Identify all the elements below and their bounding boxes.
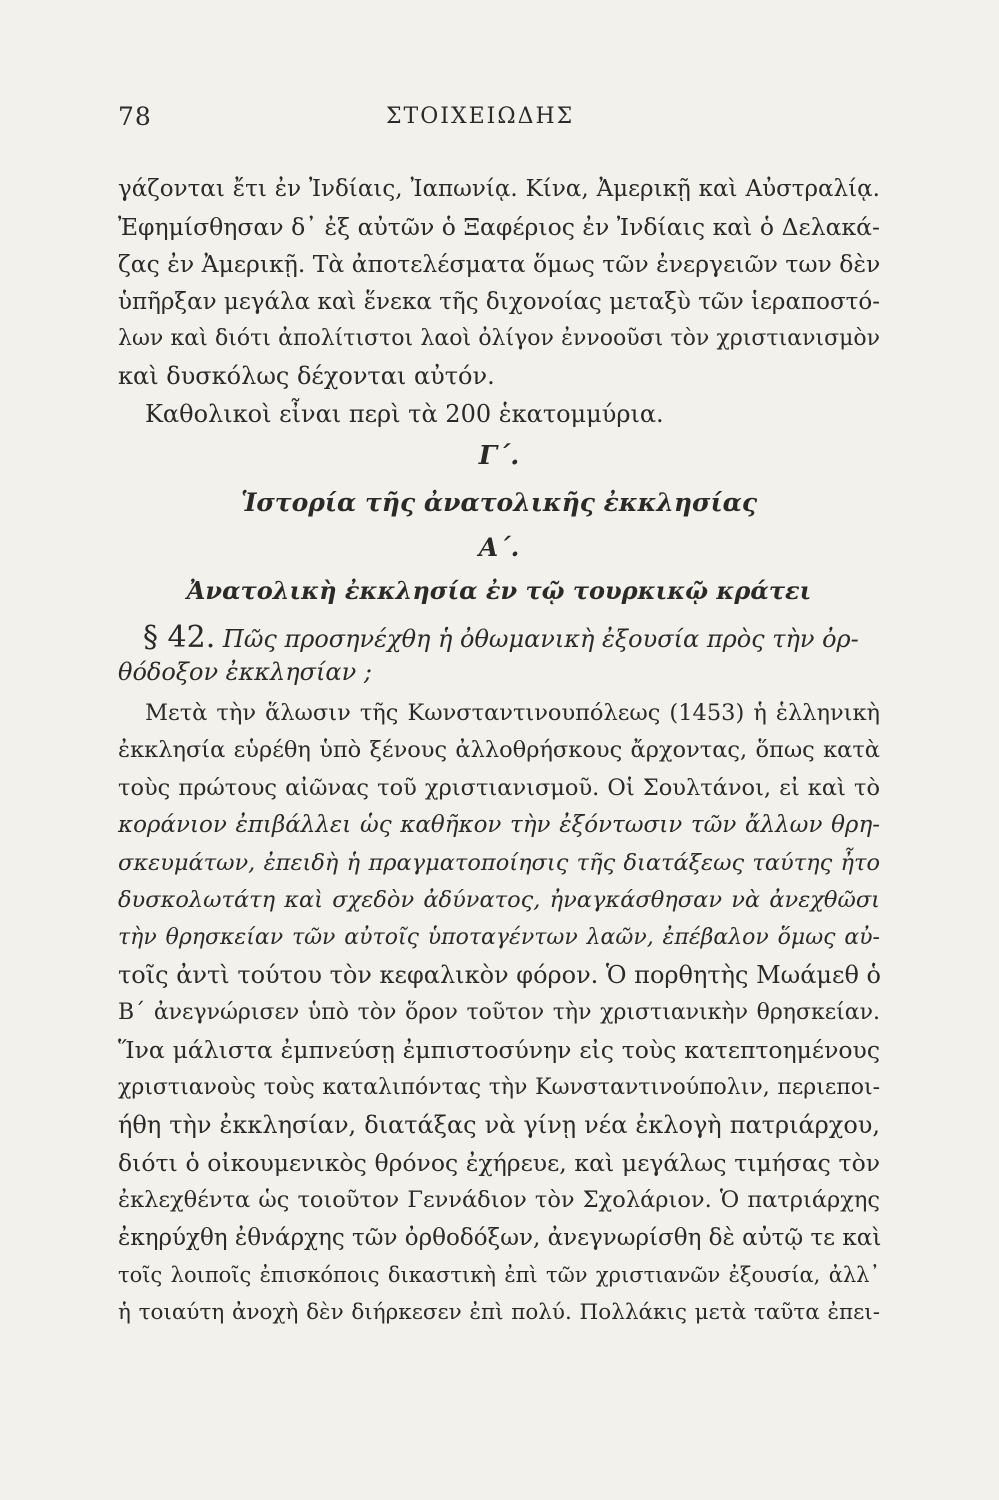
page-number: 78 [118, 102, 152, 131]
question-text: Πῶς προσηνέχθη ἡ ὀθωμανικὴ ἐξουσία πρὸς τὴν ὀρ- [222, 625, 859, 653]
body-line: Μετὰ τὴν ἅλωσιν τῆς Κωνσταντινουπόλεως (1453) ἡ ἑλληνικὴ [145, 700, 880, 726]
text-line: λων καὶ διότι ἀπολίτιστοι λαοὶ ὀλίγον ἐννοοῦσι τὸν χριστιανισμὸν [118, 326, 880, 351]
body-line: κοράνιον ἐπιβάλλει ὡς καθῆκον τὴν ἐξόντωσιν τῶν ἄλλων θρη- [118, 812, 880, 838]
text-line: ζας ἐν Ἀμερικῇ. Τὰ ἀποτελέσματα ὅμως τῶν ἐνεργειῶν των δὲν [118, 250, 881, 278]
subsection-title: Ἀνατολικὴ ἐκκλησία ἐν τῷ τουρκικῷ κράτει [186, 576, 812, 605]
text-line: Ἐφημίσθησαν δ᾽ ἐξ αὐτῶν ὁ Ξαφέριος ἐν Ἰνδίαις καὶ ὁ Δελακά- [118, 213, 880, 241]
body-line: ήθη τὴν ἐκκλησίαν, διατάξας νὰ γίνῃ νέα ἐκλογὴ πατριάρχου, [118, 1111, 880, 1139]
body-line: δυσκολωτάτη καὶ σχεδὸν ἀδύνατος, ἠναγκάσθησαν νὰ ἀνεχθῶσι [118, 887, 880, 913]
body-line: ἐκκλησία εὑρέθη ὑπὸ ξένους ἀλλοθρήσκους ἄρχοντας, ὅπως κατὰ [118, 737, 880, 763]
body-line: ἐκλεχθέντα ὡς τοιοῦτον Γεννάδιον τὸν Σχολάριον. Ὁ πατριάρχης [118, 1187, 880, 1213]
text-line: γάζονται ἔτι ἐν Ἰνδίαις, Ἰαπωνίᾳ. Κίνα, Ἀμερικῇ καὶ Αὐστραλίᾳ. [118, 176, 880, 202]
body-line: Ἵνα μάλιστα ἐμπνεύσῃ ἐμπιστοσύνην εἰς τοὺς κατεπτοημένους [118, 1036, 880, 1064]
running-title: ΣΤΟΙΧΕΙΩΔΗΣ [386, 104, 575, 129]
section-number: § 42. [143, 620, 216, 655]
subsection-letter: Α΄. [478, 533, 520, 562]
body-line: τοῖς ἀντὶ τούτου τὸν κεφαλικὸν φόρον. Ὁ πορθητὴς Μωάμεθ ὁ [118, 961, 881, 989]
body-line: διότι ὁ οἰκουμενικὸς θρόνος ἐχήρευε, καὶ μεγάλως τιμήσας τὸν [118, 1149, 880, 1177]
text-line: καὶ δυσκόλως δέχονται αὐτόν. [118, 362, 495, 390]
page-header [118, 102, 880, 142]
body-line: ἐκηρύχθη ἐθνάρχης τῶν ὀρθοδόξων, ἀνεγνωρίσθη δὲ αὐτῷ τε καὶ [118, 1225, 882, 1251]
question-text-continued: θόδοξον ἐκκλησίαν ; [118, 658, 372, 686]
body-line: τοῖς λοιποῖς ἐπισκόποις δικαστικὴ ἐπὶ τῶν χριστιανῶν ἐξουσία, ἀλλ᾽ [118, 1263, 880, 1287]
body-line: σκευμάτων, ἐπειδὴ ἡ πραγματοποίησις τῆς διατάξεως ταύτης ἦτο [118, 850, 880, 876]
body-line: τὴν θρησκείαν τῶν αὐτοῖς ὑποταγέντων λαῶν, ἐπέβαλον ὅμως αὐ- [118, 925, 880, 950]
body-line: ἡ τοιαύτη ἀνοχὴ δὲν διήρκεσεν ἐπὶ πολύ. Πολλάκις μετὰ ταῦτα ἐπει- [118, 1300, 880, 1325]
body-line: χριστιανοὺς τοὺς καταλιπόντας τὴν Κωνσταντινούπολιν, περιεποι- [118, 1075, 880, 1100]
closing-line: Καθολικοὶ εἶναι περὶ τὰ 200 ἑκατομμύρια. [145, 400, 664, 428]
body-line: Β΄ ἀνεγνώρισεν ὑπὸ τὸν ὅρον τοῦτον τὴν χριστιανικὴν θρησκείαν. [118, 1000, 880, 1025]
paragraph-question [143, 621, 880, 656]
section-letter: Γ΄. [478, 441, 520, 471]
body-line: τοὺς πρώτους αἰῶνας τοῦ χριστιανισμοῦ. Οἱ Σουλτάνοι, εἰ καὶ τὸ [118, 775, 880, 801]
section-title: Ἱστορία τῆς ἀνατολικῆς ἐκκλησίας [240, 488, 758, 517]
text-line: ὑπῆρξαν μεγάλα καὶ ἕνεκα τῆς διχονοίας μεταξὺ τῶν ἱεραποστό- [118, 289, 880, 315]
